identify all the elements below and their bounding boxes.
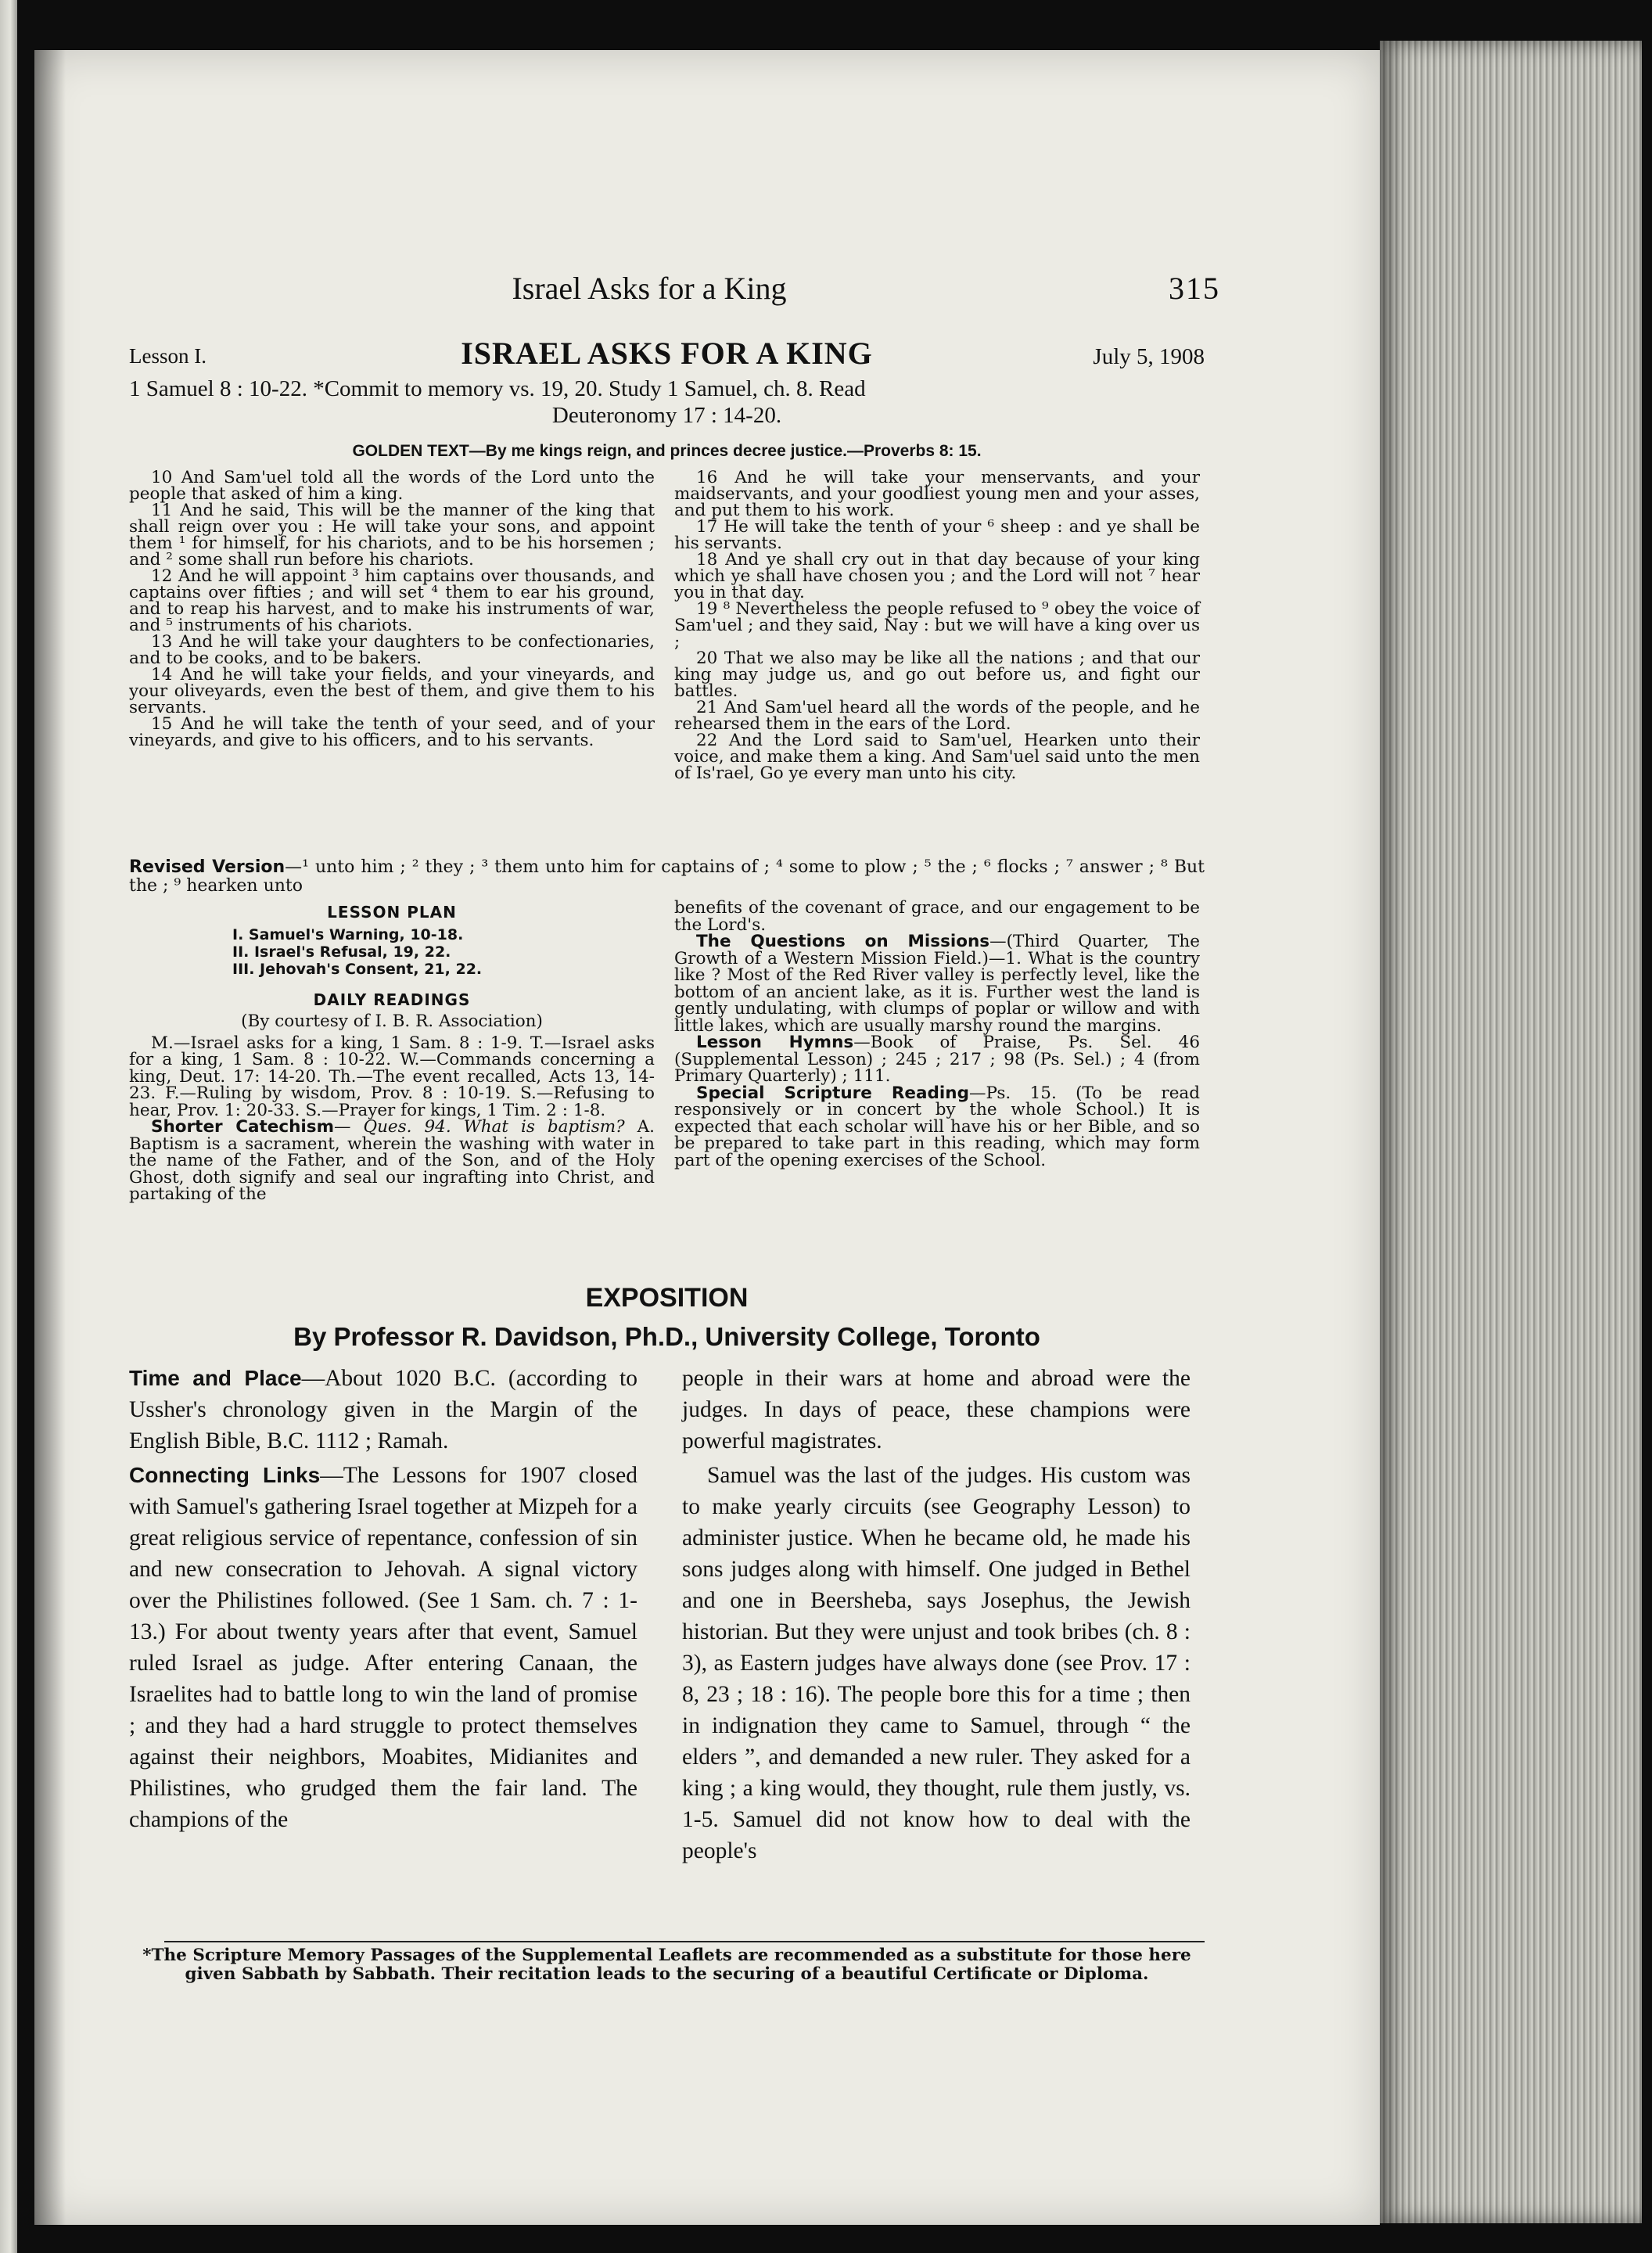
lesson-title: ISRAEL ASKS FOR A KING — [461, 336, 873, 371]
verse: 22 And the Lord said to Sam'uel, Hearken unto their voice, and make them a king. And Sam'uel said unto the men of Is'rael, Go ye every man unto his city. — [674, 731, 1200, 783]
verses-left-column — [129, 469, 655, 749]
daily-readings-courtesy: (By courtesy of I. B. R. Association) — [241, 1012, 543, 1031]
running-head — [94, 270, 1220, 309]
daily-readings-heading: DAILY READINGS — [313, 990, 471, 1009]
revised-version-text: —¹ unto him ; ² they ; ³ them unto him for captains of ; ⁴ some to plow ; ⁵ the ; ⁶ flocks ; ⁷ answer ; ⁸ But the ; ⁹ hearken unto — [129, 857, 1205, 896]
catechism-continued: benefits of the covenant of grace, and our engagement to be the Lord's. — [674, 898, 1200, 935]
special-reading-label: Special Scripture Reading — [696, 1083, 969, 1103]
verse: 21 And Sam'uel heard all the words of the people, and he rehearsed them in the ears of the Lord. — [674, 698, 1200, 734]
special-reading-text: —Ps. 15. (To be read responsively or in concert by the whole School.) It is expected that each scholar will have his or her Bible, and so be prepared to take part in this reading, which may form part of the opening exercises of the School. — [674, 1083, 1200, 1170]
lesson-plan-item: I. Samuel's Warning, 10-18. — [232, 925, 464, 943]
page-number: 315 — [1169, 271, 1220, 306]
verse: 15 And he will take the tenth of your seed, and of your vineyards, and give to his officers, and to his servants. — [129, 714, 655, 750]
golden-text: GOLDEN TEXT—By me kings reign, and princes decree justice.—Proverbs 8: 15. — [352, 442, 982, 460]
running-head-title: Israel Asks for a King — [512, 271, 787, 306]
lesson-header — [129, 335, 1205, 371]
hymns-text: —Book of Praise, Ps. Sel. 46 (Supplemental Lesson) ; 245 ; 217 ; 98 (Ps. Sel.) ; 4 (from Primary Quarterly) ; 111. — [674, 1033, 1200, 1086]
exposition-paragraph: Samuel was the last of the judges. His custom was to make yearly circuits (see Geography Lesson) to administer justice. When he became old, he made his sons judges along with himself. One judged in Bethel and one in Beersheba, says Josephus, the Jewish historian. But they were unjust and took bribes (ch. 8 : 3), as Eastern judges have always done (see Prov. 17 : 8, 23 ; 18 : 16). The people bore this for a time ; then in indignation they came to Samuel, through “ the elders ”, and demanded a new ruler. They asked for a king ; a king would, they thought, rule them justly, vs. 1-5. Samuel did not know how to deal with the people's — [682, 1463, 1191, 1863]
verse: 11 And he said, This will be the manner of the king that shall reign over you : He will take your sons, and appoint them ¹ for himself, for his chariots, and to be his horsemen ; and ² some shall run before his chariots. — [129, 501, 655, 570]
exposition-author: By Professor R. Davidson, Ph.D., University College, Toronto — [293, 1322, 1040, 1351]
connecting-links — [129, 1460, 637, 1835]
shorter-catechism — [129, 1119, 655, 1203]
verses-right-column — [674, 469, 1200, 782]
verse: 10 And Sam'uel told all the words of the Lord unto the people that asked of him a king. — [129, 468, 655, 504]
lesson-number: Lesson I. — [129, 344, 206, 368]
scripture-reference-cont: Deuteronomy 17 : 14-20. — [551, 403, 782, 428]
page-fore-edge — [1380, 41, 1642, 2223]
time-and-place-text: —About 1020 B.C. (according to Ussher's chronology given in the Margin of the English Bible, B.C. 1112 ; Ramah. — [129, 1366, 637, 1453]
left-page-edge — [0, 0, 17, 2253]
lesson-date: July 5, 1908 — [1093, 344, 1205, 369]
connecting-links-text: —The Lessons for 1907 closed with Samuel's gathering Israel together at Mizpeh for a great religious service of repentance, confession of sin and new consecration to Jehovah. A signal victory over the Philistines followed. (See 1 Sam. ch. 7 : 1-13.) For about twenty years after that event, Samuel ruled Israel as judge. After entering Canaan, the Israelites had to battle long to win the land of promise ; and they had a hard struggle to protect themselves against their neighbors, Moabites, Midianites and Philistines, who grudged them the fair land. The champions of the — [129, 1463, 637, 1832]
time-and-place — [129, 1363, 637, 1457]
revised-version — [129, 858, 1205, 896]
verse: 18 And ye shall cry out in that day because of your king which ye shall have chosen you ; and the Lord will not ⁷ hear you in that day. — [674, 550, 1200, 602]
revised-version-label: Revised Version — [129, 857, 286, 877]
time-and-place-label: Time and Place — [129, 1366, 302, 1390]
hymns-label: Lesson Hymns — [696, 1033, 854, 1052]
exposition-right-column — [682, 1363, 1191, 1867]
lesson-plan-item: II. Israel's Refusal, 19, 22. — [232, 943, 451, 961]
exposition-paragraph: people in their wars at home and abroad were the judges. In days of peace, these champions were powerful magistrates. — [682, 1366, 1191, 1453]
catechism-answer: A. Baptism is a sacrament, wherein the washing with water in the name of the Father, and of the Son, and of the Holy Ghost, doth signify and seal our ingrafting into Christ, and partaking of the — [129, 1117, 655, 1204]
connecting-links-label: Connecting Links — [129, 1463, 321, 1487]
verse: 13 And he will take your daughters to be confectionaries, and to be cooks, and to be bakers. — [129, 632, 655, 668]
footnote-rule — [164, 1941, 1205, 1942]
catechism-question: — Ques. 94. What is baptism? — [334, 1117, 625, 1137]
verse: 17 He will take the tenth of your ⁶ sheep : and ye shall be his servants. — [674, 517, 1200, 553]
lesson-aids-right — [674, 900, 1200, 1169]
exposition-left-column — [129, 1363, 637, 1835]
lesson-aids-left — [129, 900, 655, 1203]
verse: 16 And he will take your menservants, and your maidservants, and your goodliest young men and your asses, and put them to his work. — [674, 468, 1200, 520]
catechism-label: Shorter Catechism — [151, 1117, 334, 1137]
lesson-plan-item: III. Jehovah's Consent, 21, 22. — [232, 960, 483, 978]
lesson-plan-heading: LESSON PLAN — [327, 903, 457, 922]
special-scripture-reading — [674, 1085, 1200, 1170]
missions-label: The Questions on Missions — [696, 932, 990, 951]
verse: 20 That we also may be like all the nations ; and that our king may judge us, and go out before us, and fight our battles. — [674, 649, 1200, 701]
verse: 14 And he will take your fields, and your vineyards, and your oliveyards, even the best of them, and give them to his servants. — [129, 665, 655, 717]
scripture-reference: 1 Samuel 8 : 10-22. *Commit to memory vs. 19, 20. Study 1 Samuel, ch. 8. Read — [129, 376, 866, 401]
verse: 12 And he will appoint ³ him captains over thousands, and captains over fifties ; and will set ⁴ them to ear his ground, and to reap his harvest, and to make his instruments of war, and ⁵ instruments of his chariots. — [129, 566, 655, 635]
exposition-heading: EXPOSITION — [585, 1283, 749, 1313]
daily-readings-text: M.—Israel asks for a king, 1 Sam. 8 : 1-9. T.—Israel asks for a king, 1 Sam. 8 : 10-22. W.—Commands concerning a king, Deut. 17: 14-20. Th.—The event recalled, Acts 13, 14-23. F.—Ruling by wisdom, Prov. 8 : 10-19. S.—Refusing to hear, Prov. 1: 20-33. S.—Prayer for kings, 1 Tim. 2 : 1-8. — [129, 1033, 655, 1120]
missions-text: —(Third Quarter, The Growth of a Western Mission Field.)—1. What is the country like ? Most of the Red River valley is perfectly level, like the bottom of an ancient lake, as it is. Further west the land is gently undulating, with clumps of poplar or willow and with little lakes, which are usually marshy round the margins. — [674, 932, 1200, 1036]
verse: 19 ⁸ Nevertheless the people refused to ⁹ obey the voice of Sam'uel ; and they said, Nay : but we will have a king over us ; — [674, 599, 1200, 652]
footnote: *The Scripture Memory Passages of the Supplemental Leaflets are recommended as a substitute for those here given Sabbath by Sabbath. Their recitation leads to the securing of a beautiful Certificate or Diploma. — [142, 1946, 1191, 1984]
lesson-plan — [129, 926, 655, 978]
gutter-shadow — [34, 50, 66, 2225]
missions-questions — [674, 933, 1200, 1034]
lesson-hymns — [674, 1034, 1200, 1085]
